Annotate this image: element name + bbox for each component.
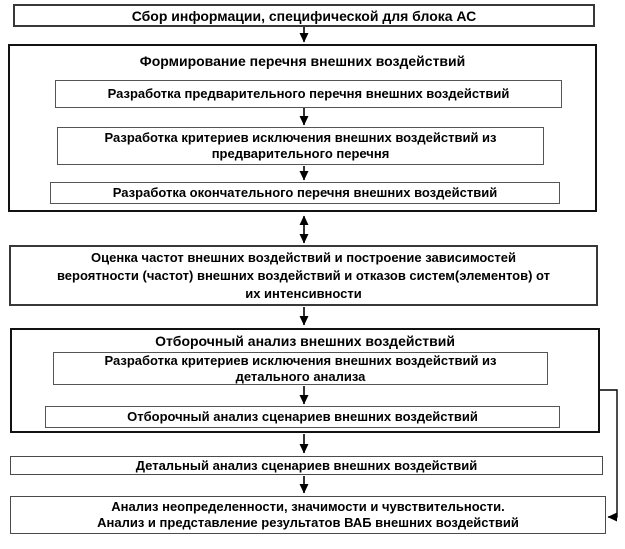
screening-scenarios-box <box>45 406 560 428</box>
detailed-analysis-label: Детальный анализ сценариев внешних воздействий <box>135 458 478 473</box>
final-list-label: Разработка окончательного перечня внешних воздействий <box>112 185 498 200</box>
text-line: вероятности (частот) внешних воздействий и отказов систем(элементов) от <box>56 267 551 283</box>
exclusion-criteria-preliminary-box <box>57 127 544 165</box>
text-line: Разработка критериев исключения внешних воздействий из <box>104 130 497 145</box>
detailed-analysis-box <box>10 456 603 475</box>
exclusion-criteria-detailed-box <box>53 352 548 385</box>
collect-info-box <box>13 4 595 27</box>
text-line: детального анализа <box>235 368 366 384</box>
screening-title: Отборочный анализ внешних воздействий <box>155 333 455 349</box>
final-list-box <box>50 182 560 204</box>
preliminary-list-box <box>55 80 562 108</box>
results-analysis-box <box>10 496 606 534</box>
text-line: Оценка частот внешних воздействий и построение зависимостей <box>90 249 516 265</box>
formation-title: Формирование перечня внешних воздействий <box>139 53 466 69</box>
frequency-assessment-box <box>9 245 598 306</box>
screening-scenarios-label: Отборочный анализ сценариев внешних воздействий <box>127 409 478 424</box>
text-line: Анализ неопределенности, значимости и чувствительности. <box>111 499 505 514</box>
text-line: Анализ и представление результатов ВАБ внешних воздействий <box>97 515 519 530</box>
text-line: Разработка критериев исключения внешних воздействий из <box>104 352 497 368</box>
collect-info-label: Сбор информации, специфической для блока АС <box>131 7 477 24</box>
preliminary-list-label: Разработка предварительного перечня внешних воздействий <box>107 86 510 101</box>
text-line: предварительного перечня <box>211 146 390 161</box>
text-line: их интенсивности <box>245 285 362 301</box>
